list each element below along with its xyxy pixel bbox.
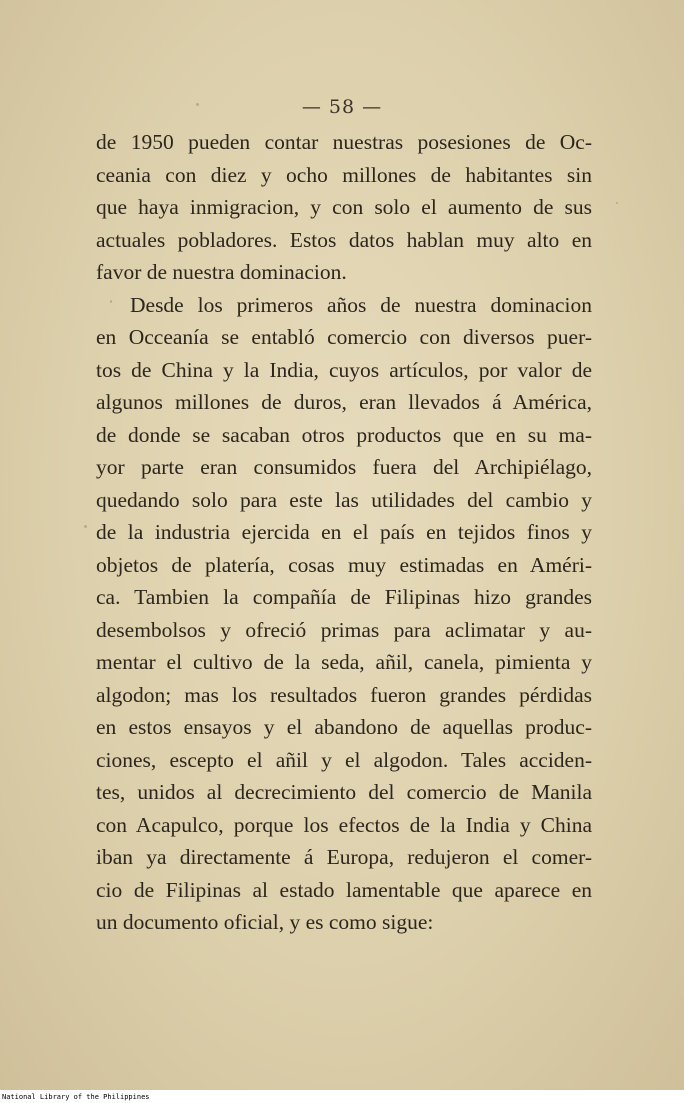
page-number: — 58 — — [301, 96, 383, 118]
paper-speck — [616, 202, 618, 204]
text-line: ceania con diez y ocho millones de habitantes sin — [96, 162, 592, 187]
text-line: objetos de platería, cosas muy estimadas en Améri- — [96, 552, 592, 577]
text-line: cio de Filipinas al estado lamentable que aparece en — [96, 877, 592, 902]
text-line: actuales pobladores. Estos datos hablan muy alto en — [96, 227, 592, 252]
text-line: algunos millones de duros, eran llevados á América, — [96, 390, 592, 414]
text-line: mentar el cultivo de la seda, añil, canela, pimienta y — [96, 650, 592, 674]
text-line: ciones, escepto el añil y el algodon. Tales acciden- — [96, 747, 592, 772]
text-line: favor de nuestra dominacion. — [96, 260, 347, 284]
text-line: un documento oficial, y es como sigue: — [96, 910, 434, 934]
text-line: que haya inmigracion, y con solo el aumento de sus — [96, 195, 592, 219]
paper-speck — [84, 525, 87, 528]
text-line: de 1950 pueden contar nuestras posesiones de Oc- — [96, 130, 592, 154]
text-line: tos de China y la India, cuyos artículos, por valor de — [96, 357, 592, 382]
text-line: en Occeanía se entabló comercio con diversos puer- — [96, 325, 592, 349]
text-line: iban ya directamente á Europa, redujeron el comer- — [96, 845, 592, 869]
text-line: algodon; mas los resultados fueron grandes pérdidas — [96, 682, 592, 707]
text-line: Desde los primeros años de nuestra dominacion — [130, 292, 592, 317]
text-line: ca. Tambien la compañía de Filipinas hizo grandes — [96, 585, 592, 609]
text-line: desembolsos y ofreció primas para aclimatar y au- — [96, 617, 592, 642]
body-text — [96, 126, 592, 939]
text-line: de la industria ejercida en el país en tejidos finos y — [96, 520, 592, 544]
text-line: yor parte eran consumidos fuera del Archipiélago, — [96, 455, 592, 479]
text-line: de donde se sacaban otros productos que en su ma- — [96, 422, 592, 447]
library-credit: National Library of the Philippines — [2, 1093, 150, 1101]
text-line: en estos ensayos y el abandono de aquellas produc- — [96, 715, 592, 739]
text-line: tes, unidos al decrecimiento del comercio de Manila — [96, 780, 592, 804]
text-line: quedando solo para este las utilidades del cambio y — [96, 487, 592, 512]
text-line: con Acapulco, porque los efectos de la India y China — [96, 812, 592, 837]
